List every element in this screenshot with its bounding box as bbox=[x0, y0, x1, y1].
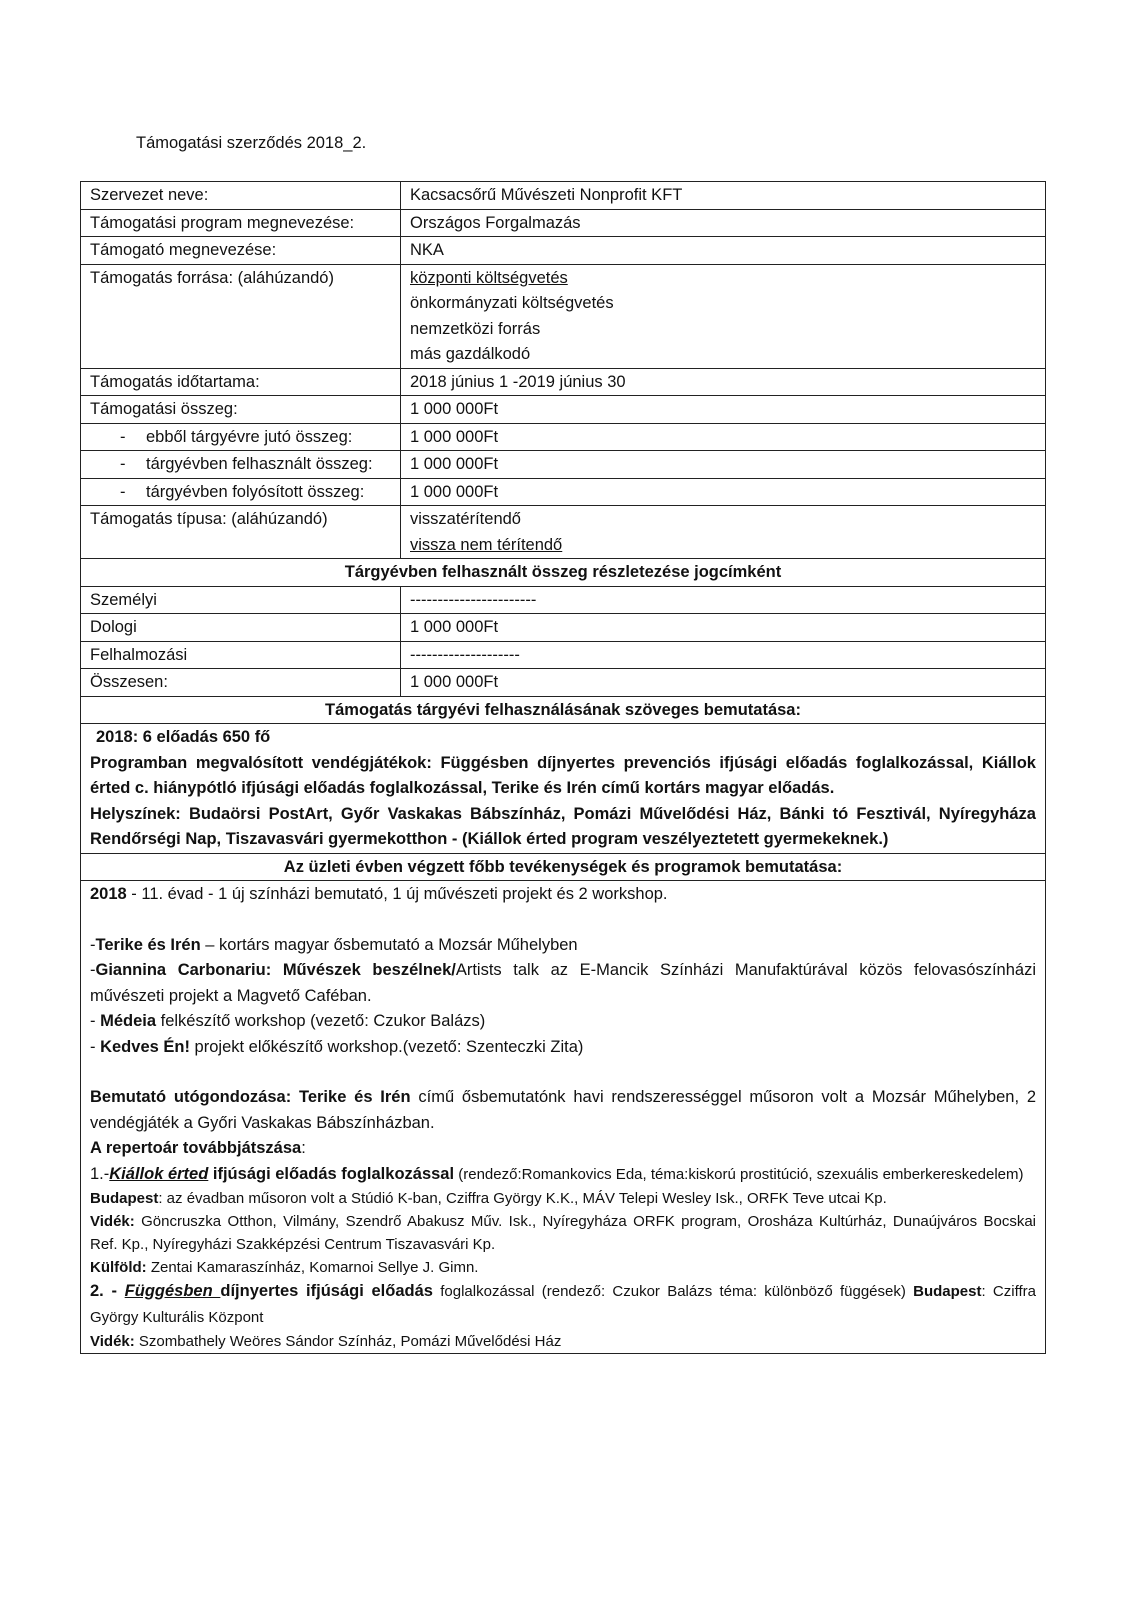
rep-1-abroad bbox=[90, 1256, 1036, 1279]
activity-item: - Médeia felkészítő workshop (vezető: Czukor Balázs) bbox=[90, 1012, 486, 1030]
bullet-dash: - bbox=[120, 455, 126, 473]
bullet-dash: - bbox=[120, 427, 126, 446]
usage-line-1: 2018: 6 előadás 650 fő bbox=[96, 728, 271, 746]
capital-label: Felhalmozási bbox=[81, 641, 401, 669]
rep-2-budapest-label: Budapest bbox=[913, 1283, 982, 1300]
intro-year: 2018 bbox=[90, 885, 127, 903]
table-row bbox=[81, 853, 1046, 881]
rep-2-subtitle: díjnyertes ifjúsági előadás bbox=[220, 1282, 433, 1300]
type-option-refundable: visszatérítendő bbox=[410, 510, 521, 528]
rep-2-countryside bbox=[90, 1330, 1036, 1353]
table-row bbox=[81, 209, 1046, 237]
sub-amount-3-cell bbox=[81, 478, 401, 506]
repertoire-item-2 bbox=[90, 1279, 1036, 1330]
supporter-value: NKA bbox=[401, 237, 1046, 265]
source-label: Támogatás forrása: (aláhúzandó) bbox=[81, 264, 401, 368]
activity-1-title: Terike és Irén bbox=[95, 935, 201, 954]
amount-label: Támogatási összeg: bbox=[81, 396, 401, 424]
rep-1-budapest-label: Budapest bbox=[90, 1190, 159, 1207]
material-label: Dologi bbox=[81, 614, 401, 642]
table-row bbox=[81, 396, 1046, 424]
table-row bbox=[81, 237, 1046, 265]
supporter-label: Támogató megnevezése: bbox=[81, 237, 401, 265]
type-option-non-refundable: vissza nem térítendő bbox=[410, 535, 563, 554]
sub-amount-1-value: 1 000 000Ft bbox=[401, 423, 1046, 451]
business-description bbox=[81, 881, 1046, 1354]
support-contract-table bbox=[80, 181, 1046, 1354]
rep-1-abroad-label: Külföld: bbox=[90, 1259, 147, 1276]
personal-value: ----------------------- bbox=[401, 586, 1046, 614]
rep-1-countryside bbox=[90, 1210, 1036, 1256]
activity-3-text: felkészítő workshop (vezető: Czukor Balázs) bbox=[156, 1012, 486, 1030]
sub-amount-2-label: tárgyévben felhasznált összeg: bbox=[146, 455, 373, 473]
source-option-central: központi költségvetés bbox=[410, 268, 568, 287]
capital-value: -------------------- bbox=[401, 641, 1046, 669]
activity-3-title: Médeia bbox=[100, 1012, 157, 1030]
duration-label: Támogatás időtartama: bbox=[81, 368, 401, 396]
table-row bbox=[81, 559, 1046, 587]
program-label: Támogatási program megnevezése: bbox=[81, 209, 401, 237]
usage-line-2: Programban megvalósított vendégjátékok: Függésben díjnyertes prevenciós ifjúsági előadás foglalkozással, Kiállok érted c. hiánypótló ifjúsági előadás foglalkozással, Terike és Irén című kortárs magyar előadás. bbox=[90, 753, 1036, 797]
usage-line-3: Helyszínek: Budaörsi PostArt, Győr Vaskakas Bábszínház, Pomázi Művelődési Ház, Bánki tó Fesztivál, Nyíregyháza Rendőrségi Nap, Tiszavasvári gyermekotthon - (Kiállok érted program veszélyeztetett gyermekeknek.) bbox=[90, 804, 1036, 848]
repertoire-item-1 bbox=[90, 1162, 1036, 1188]
duration-value: 2018 június 1 -2019 június 30 bbox=[401, 368, 1046, 396]
follow-up-text: című ősbemutatónk havi rendszerességgel műsoron volt a Mozsár Műhelyben, 2 vendégjáték a Győri Vaskakas Bábszínházban. bbox=[90, 1088, 1037, 1132]
table-row bbox=[81, 451, 1046, 479]
business-heading: Az üzleti évben végzett főbb tevékenységek és programok bemutatása: bbox=[81, 853, 1046, 881]
source-option-other: más gazdálkodó bbox=[410, 345, 531, 363]
sub-amount-3-label: tárgyévben folyósított összeg: bbox=[146, 482, 365, 501]
activity-item: - Kedves Én! projekt előkészítő workshop.(vezető: Szenteczki Zita) bbox=[90, 1037, 584, 1056]
rep-1-budapest-text: : az évadban műsoron volt a Stúdió K-ban, Cziffra György K.K., MÁV Telepi Wesley Isk., ORFK Teve utcai Kp. bbox=[158, 1190, 887, 1207]
table-row bbox=[81, 724, 1046, 854]
sub-amount-1-label: ebből tárgyévre jutó összeg: bbox=[146, 427, 353, 446]
usage-heading: Támogatás tárgyévi felhasználásának szöveges bemutatása: bbox=[81, 696, 1046, 724]
repertoire-colon: : bbox=[301, 1139, 306, 1157]
breakdown-heading: Tárgyévben felhasznált összeg részletezése jogcímként bbox=[81, 559, 1046, 587]
activity-item: -Terike és Irén – kortárs magyar ősbemutató a Mozsár Műhelyben bbox=[90, 935, 578, 954]
activity-4-text: projekt előkészítő workshop.(vezető: Szenteczki Zita) bbox=[189, 1037, 584, 1056]
table-row bbox=[81, 264, 1046, 368]
rep-1-number: 1.- bbox=[90, 1164, 110, 1183]
business-intro bbox=[90, 882, 1036, 908]
bullet-dash: - bbox=[120, 482, 126, 501]
repertoire-title: A repertoár továbbjátszása bbox=[90, 1139, 302, 1157]
type-options bbox=[401, 506, 1046, 559]
table-row bbox=[81, 423, 1046, 451]
rep-2-countryside-text: Szombathely Weöres Sándor Színház, Pomázi Művelődési Ház bbox=[134, 1333, 562, 1350]
rep-1-subtitle: ifjúsági előadás foglalkozással bbox=[208, 1164, 455, 1183]
rep-1-abroad-text: Zentai Kamaraszínház, Komarnoi Sellye J. Gimn. bbox=[146, 1259, 479, 1276]
table-row bbox=[81, 881, 1046, 1354]
personal-label: Személyi bbox=[81, 586, 401, 614]
rep-1-title: Kiállok érted bbox=[109, 1164, 209, 1183]
source-option-international: nemzetközi forrás bbox=[410, 319, 541, 338]
sub-amount-2-value: 1 000 000Ft bbox=[401, 451, 1046, 479]
table-row bbox=[81, 506, 1046, 559]
table-row bbox=[81, 368, 1046, 396]
repertoire-heading bbox=[90, 1136, 1036, 1162]
org-name-value: Kacsacsőrű Művészeti Nonprofit KFT bbox=[401, 182, 1046, 210]
document-title: Támogatási szerződés 2018_2. bbox=[136, 134, 367, 152]
rep-1-countryside-text: Göncruszka Otthon, Vilmány, Szendrő Abakusz Műv. Isk., Nyíregyháza ORFK program, Orosháza Kultúrház, Dunaújváros Bocskai Ref. Kp., Nyíregyházi Szakképzési Centrum Tiszavasvári Kp. bbox=[90, 1213, 1036, 1253]
table-row bbox=[81, 669, 1046, 697]
table-row bbox=[81, 478, 1046, 506]
rep-1-details: (rendező:Romankovics Eda, téma:kiskorú prostitúció, szexuális emberkereskedelem) bbox=[454, 1165, 1024, 1183]
source-options bbox=[401, 264, 1046, 368]
table-row bbox=[81, 614, 1046, 642]
usage-description bbox=[81, 724, 1046, 854]
table-row bbox=[81, 586, 1046, 614]
rep-2-details: foglalkozással (rendező: Czukor Balázs téma: különböző függések) bbox=[432, 1283, 914, 1300]
program-value: Országos Forgalmazás bbox=[401, 209, 1046, 237]
activity-2-text: Artists talk az E-Mancik Színházi Manufaktúrával közös felovasószínházi művészeti projekt a Magvető Caféban. bbox=[90, 961, 1036, 1005]
type-label: Támogatás típusa: (aláhúzandó) bbox=[81, 506, 401, 559]
follow-up-title: Bemutató utógondozása: Terike és Irén bbox=[90, 1088, 411, 1106]
rep-2-title: Függésben bbox=[124, 1282, 221, 1300]
table-row bbox=[81, 696, 1046, 724]
material-value: 1 000 000Ft bbox=[401, 614, 1046, 642]
total-label: Összesen: bbox=[81, 669, 401, 697]
table-row bbox=[81, 182, 1046, 210]
activity-item: -Giannina Carbonariu: Művészek beszélnek/Artists talk az E-Mancik Színházi Manufaktúrával közös felovasószínházi művészeti projekt a Magvető Caféban. bbox=[90, 961, 1036, 1005]
activity-2-title: Giannina Carbonariu: Művészek beszélnek/ bbox=[95, 961, 456, 979]
org-name-label: Szervezet neve: bbox=[81, 182, 401, 210]
amount-value: 1 000 000Ft bbox=[401, 396, 1046, 424]
rep-1-budapest bbox=[90, 1187, 1036, 1210]
intro-text: - 11. évad - 1 új színházi bemutató, 1 új művészeti projekt és 2 workshop. bbox=[126, 885, 668, 903]
activity-4-title: Kedves Én! bbox=[100, 1037, 190, 1056]
table-row bbox=[81, 641, 1046, 669]
sub-amount-1-cell bbox=[81, 423, 401, 451]
activity-1-text: – kortárs magyar ősbemutató a Mozsár Műhelyben bbox=[200, 935, 578, 954]
rep-1-countryside-label: Vidék: bbox=[90, 1213, 135, 1230]
sub-amount-2-cell bbox=[81, 451, 401, 479]
rep-2-budapest-text: : Cziffra György Kulturális Központ bbox=[90, 1283, 1037, 1326]
rep-2-number: 2. - bbox=[90, 1282, 125, 1300]
rep-2-countryside-label: Vidék: bbox=[90, 1333, 135, 1350]
total-value: 1 000 000Ft bbox=[401, 669, 1046, 697]
source-option-municipal: önkormányzati költségvetés bbox=[410, 294, 614, 312]
follow-up-paragraph bbox=[90, 1085, 1036, 1136]
sub-amount-3-value: 1 000 000Ft bbox=[401, 478, 1046, 506]
